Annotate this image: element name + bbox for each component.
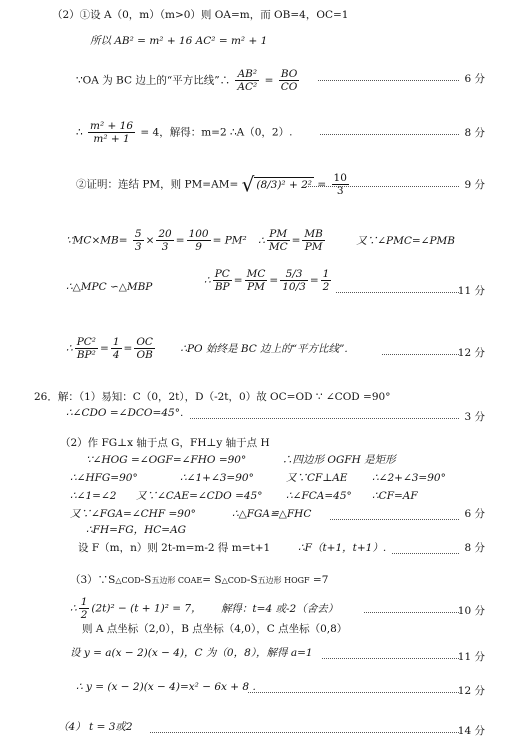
- score-label: 6 分: [464, 508, 485, 520]
- line-angles: ∵∠HOG =∠OGF=∠FHO =90°: [86, 454, 247, 466]
- equals: =: [100, 342, 109, 355]
- fraction-100-9: [187, 228, 211, 253]
- line-square-ratio: [76, 68, 301, 93]
- dotted-leader: [392, 553, 459, 554]
- text: ∵MC×MB=: [66, 234, 128, 247]
- text: ∴∠FCA=45°: [286, 490, 352, 502]
- text: 设 F（m，n）则 2t-m=m-2 得 m=t+1: [78, 542, 271, 554]
- dotted-leader: [336, 292, 459, 293]
- numerator: MC: [246, 268, 266, 280]
- text: =7: [309, 574, 329, 586]
- numerator: 1: [322, 268, 330, 280]
- score-label: 8 分: [464, 542, 485, 554]
- numerator: 1: [80, 596, 88, 608]
- numerator: 5/3: [280, 268, 308, 281]
- fraction-5-3: [133, 228, 144, 253]
- line-similar: ∴△MPC ∽△MBP: [66, 281, 153, 293]
- denominator: 2: [80, 609, 88, 621]
- therefore: ∴: [70, 602, 77, 615]
- numerator: OC: [136, 336, 153, 348]
- fraction-1-4: [111, 336, 122, 361]
- dotted-leader: [150, 732, 459, 733]
- denominator: 10/3: [282, 281, 306, 293]
- fraction-20-3: [156, 228, 173, 253]
- denominator: 3: [134, 241, 142, 253]
- line-ab-ac: 所以 AB² = m² + 16 AC² = m² + 1: [90, 35, 268, 47]
- score-label: 3 分: [464, 411, 485, 423]
- therefore: ∴: [204, 274, 211, 287]
- dotted-leader: [248, 692, 459, 693]
- fraction-complex: [280, 268, 308, 293]
- times: ×: [145, 234, 155, 247]
- dotted-leader: [364, 612, 459, 613]
- score-label: 10 分: [457, 605, 485, 617]
- numerator: PM: [267, 228, 290, 241]
- text: ∴∠1=∠2: [70, 490, 117, 502]
- text: 又∵CF⊥AE: [286, 472, 348, 484]
- score-label: 11 分: [457, 285, 485, 297]
- text: ∴F（t+1，t+1）.: [298, 542, 387, 554]
- denominator: 3: [161, 241, 169, 253]
- numerator: MB: [304, 228, 323, 240]
- text: ∴∠1+∠3=90°: [180, 472, 254, 484]
- radicand: (8/3)² + 2²: [256, 179, 313, 191]
- score-label: 6 分: [464, 73, 485, 85]
- numerator: PC²: [76, 336, 96, 348]
- text: ∴△FGA≌△FHC: [232, 508, 312, 520]
- line-parabola: ∴ y = (x − 2)(x − 4)=x² − 6x + 8 .: [76, 681, 256, 693]
- denominator: 4: [112, 349, 120, 361]
- score-label: 12 分: [457, 685, 485, 697]
- line-coordinates: 则 A 点坐标（2,0），B 点坐标（4,0），C 点坐标（0,8）: [82, 623, 348, 635]
- line-q26-1: 26．解：（1）易知：C（0，2t），D（-2t，0）故 OC=OD ∵ ∠COD =90°: [34, 391, 391, 403]
- fraction-bo-co: [279, 68, 300, 93]
- score-label: 12 分: [457, 347, 485, 359]
- equals: =: [175, 234, 185, 247]
- numerator: 10: [333, 172, 347, 184]
- numerator: AB²: [235, 68, 259, 81]
- text: 解得：t=4 或-2（舍去）: [220, 602, 339, 615]
- line-ratio-po: ∴ $\frac{\text{PC²}}{\text{BP²}}$ = $\frac{1}{4}$ = $\frac{OC}{OB}$ ∴PO 始终是 BC 边上的“平方比线”.: [66, 336, 348, 361]
- subscript: 五边形 HOGF: [257, 576, 310, 585]
- text: ∴FH=FG，HC=AG: [86, 524, 187, 536]
- denominator: MC: [268, 241, 288, 253]
- line-pm: [76, 172, 351, 197]
- text: 又∵∠CAE=∠CDO =45°: [136, 490, 263, 502]
- score-label: 14 分: [457, 725, 485, 737]
- denominator: OB: [136, 349, 153, 361]
- fraction-mc-pm: [245, 268, 268, 293]
- numerator: 20: [158, 228, 172, 240]
- text: 又∵∠FGA=∠CHF =90°: [70, 508, 196, 520]
- numerator: 100: [188, 228, 209, 240]
- line-solve-t: [70, 596, 338, 621]
- text: （3）∵S: [70, 574, 116, 586]
- text: ②证明：连结 PM，则 PM=AM=: [76, 178, 239, 191]
- dotted-leader: [318, 80, 459, 81]
- line-q26-2: （2）作 FG⊥x 轴于点 G，FH⊥y 轴于点 H: [60, 437, 270, 449]
- equals: =: [233, 274, 243, 287]
- text: ∴∠2+∠3=90°: [372, 472, 446, 484]
- numerator: 5: [134, 228, 142, 240]
- dotted-leader: [382, 354, 459, 355]
- text: -S: [246, 574, 258, 586]
- text: = S: [202, 574, 222, 586]
- dotted-leader: [320, 134, 459, 135]
- text: ∴∠HFG=90°: [70, 472, 138, 484]
- fraction-ab-ac: [235, 68, 259, 93]
- equals: =: [269, 274, 279, 287]
- score-label: 9 分: [464, 179, 485, 191]
- line-pc-bp: [204, 268, 333, 293]
- equals: =: [264, 74, 274, 87]
- text: (2t)² − (t + 1)² = 7，: [91, 602, 202, 615]
- denominator: CO: [280, 81, 298, 93]
- fraction-pc2-bp2: [75, 336, 98, 361]
- fraction-1-2: [79, 596, 90, 621]
- numerator: BO: [279, 68, 300, 81]
- dotted-leader: [330, 519, 459, 520]
- line-setup: （2）①设 A（0，m）（m>0）则 OA=m，而 OB=4，OC=1: [52, 9, 349, 21]
- dotted-leader: [190, 418, 459, 419]
- therefore: ∴: [258, 234, 265, 247]
- dotted-leader: [306, 186, 459, 187]
- denominator: BP²: [76, 349, 96, 361]
- subscript: △COD: [221, 576, 247, 585]
- numerator: PC: [214, 268, 230, 280]
- score-label: 8 分: [464, 127, 485, 139]
- fraction-mb-pm: [302, 228, 324, 253]
- denominator: AC²: [237, 81, 258, 93]
- denominator: m² + 1: [93, 133, 130, 145]
- fraction-1-2: [321, 268, 332, 293]
- denominator: 3: [336, 185, 344, 197]
- subscript: 五边形 COAE: [151, 576, 203, 585]
- line-solve-m: ∴ $\frac{\text{m² + 16}}{\text{m² + 1}}$ = 4，解得：m=2 ∴A（0，2）.: [76, 120, 293, 145]
- fraction-pm-mc: [267, 228, 290, 253]
- score-label: 11 分: [457, 651, 485, 663]
- text: -S: [140, 574, 152, 586]
- denominator: PM: [247, 281, 265, 293]
- text: = PM²: [212, 234, 247, 247]
- denominator: 2: [322, 281, 330, 293]
- line-rectangle: ∴四边形 OGFH 是矩形: [282, 454, 396, 466]
- text: ∵OA 为 BC 边上的“平方比线”∴: [76, 74, 231, 87]
- denominator: BP: [214, 281, 230, 293]
- equals: =: [309, 274, 319, 287]
- equals: =: [291, 234, 301, 247]
- line-q26-4: （4） t = 3或2: [58, 721, 133, 733]
- fraction-pc-bp: [213, 268, 232, 293]
- text: ∴CF=AF: [372, 490, 418, 502]
- subscript: △COD: [115, 576, 141, 585]
- numerator: m² + 16: [90, 120, 134, 132]
- line-parabola-a: 设 y = a(x − 2)(x − 4)，C 为（0，8），解得 a=1: [70, 647, 313, 659]
- denominator: PM: [304, 241, 323, 253]
- dotted-leader: [322, 658, 459, 659]
- equals: =: [317, 178, 327, 191]
- denominator: 9: [195, 241, 202, 253]
- line-mc-mb: [66, 228, 455, 253]
- sqrt-icon: √: [241, 172, 255, 197]
- fraction-m: [88, 120, 135, 145]
- text: = 4，解得：m=2 ∴A（0，2）.: [140, 126, 293, 139]
- equals: =: [123, 342, 133, 355]
- line-q26-3: [70, 573, 328, 588]
- text: ∴PO 始终是 BC 边上的“平方比线”.: [180, 342, 348, 355]
- fraction-oc-ob: [134, 336, 155, 361]
- fraction-10-3: [332, 172, 349, 197]
- numerator: 1: [112, 336, 120, 348]
- line-cdo: ∴∠CDO =∠DCO=45°.: [66, 407, 184, 419]
- text: 又∵∠PMC=∠PMB: [356, 234, 456, 247]
